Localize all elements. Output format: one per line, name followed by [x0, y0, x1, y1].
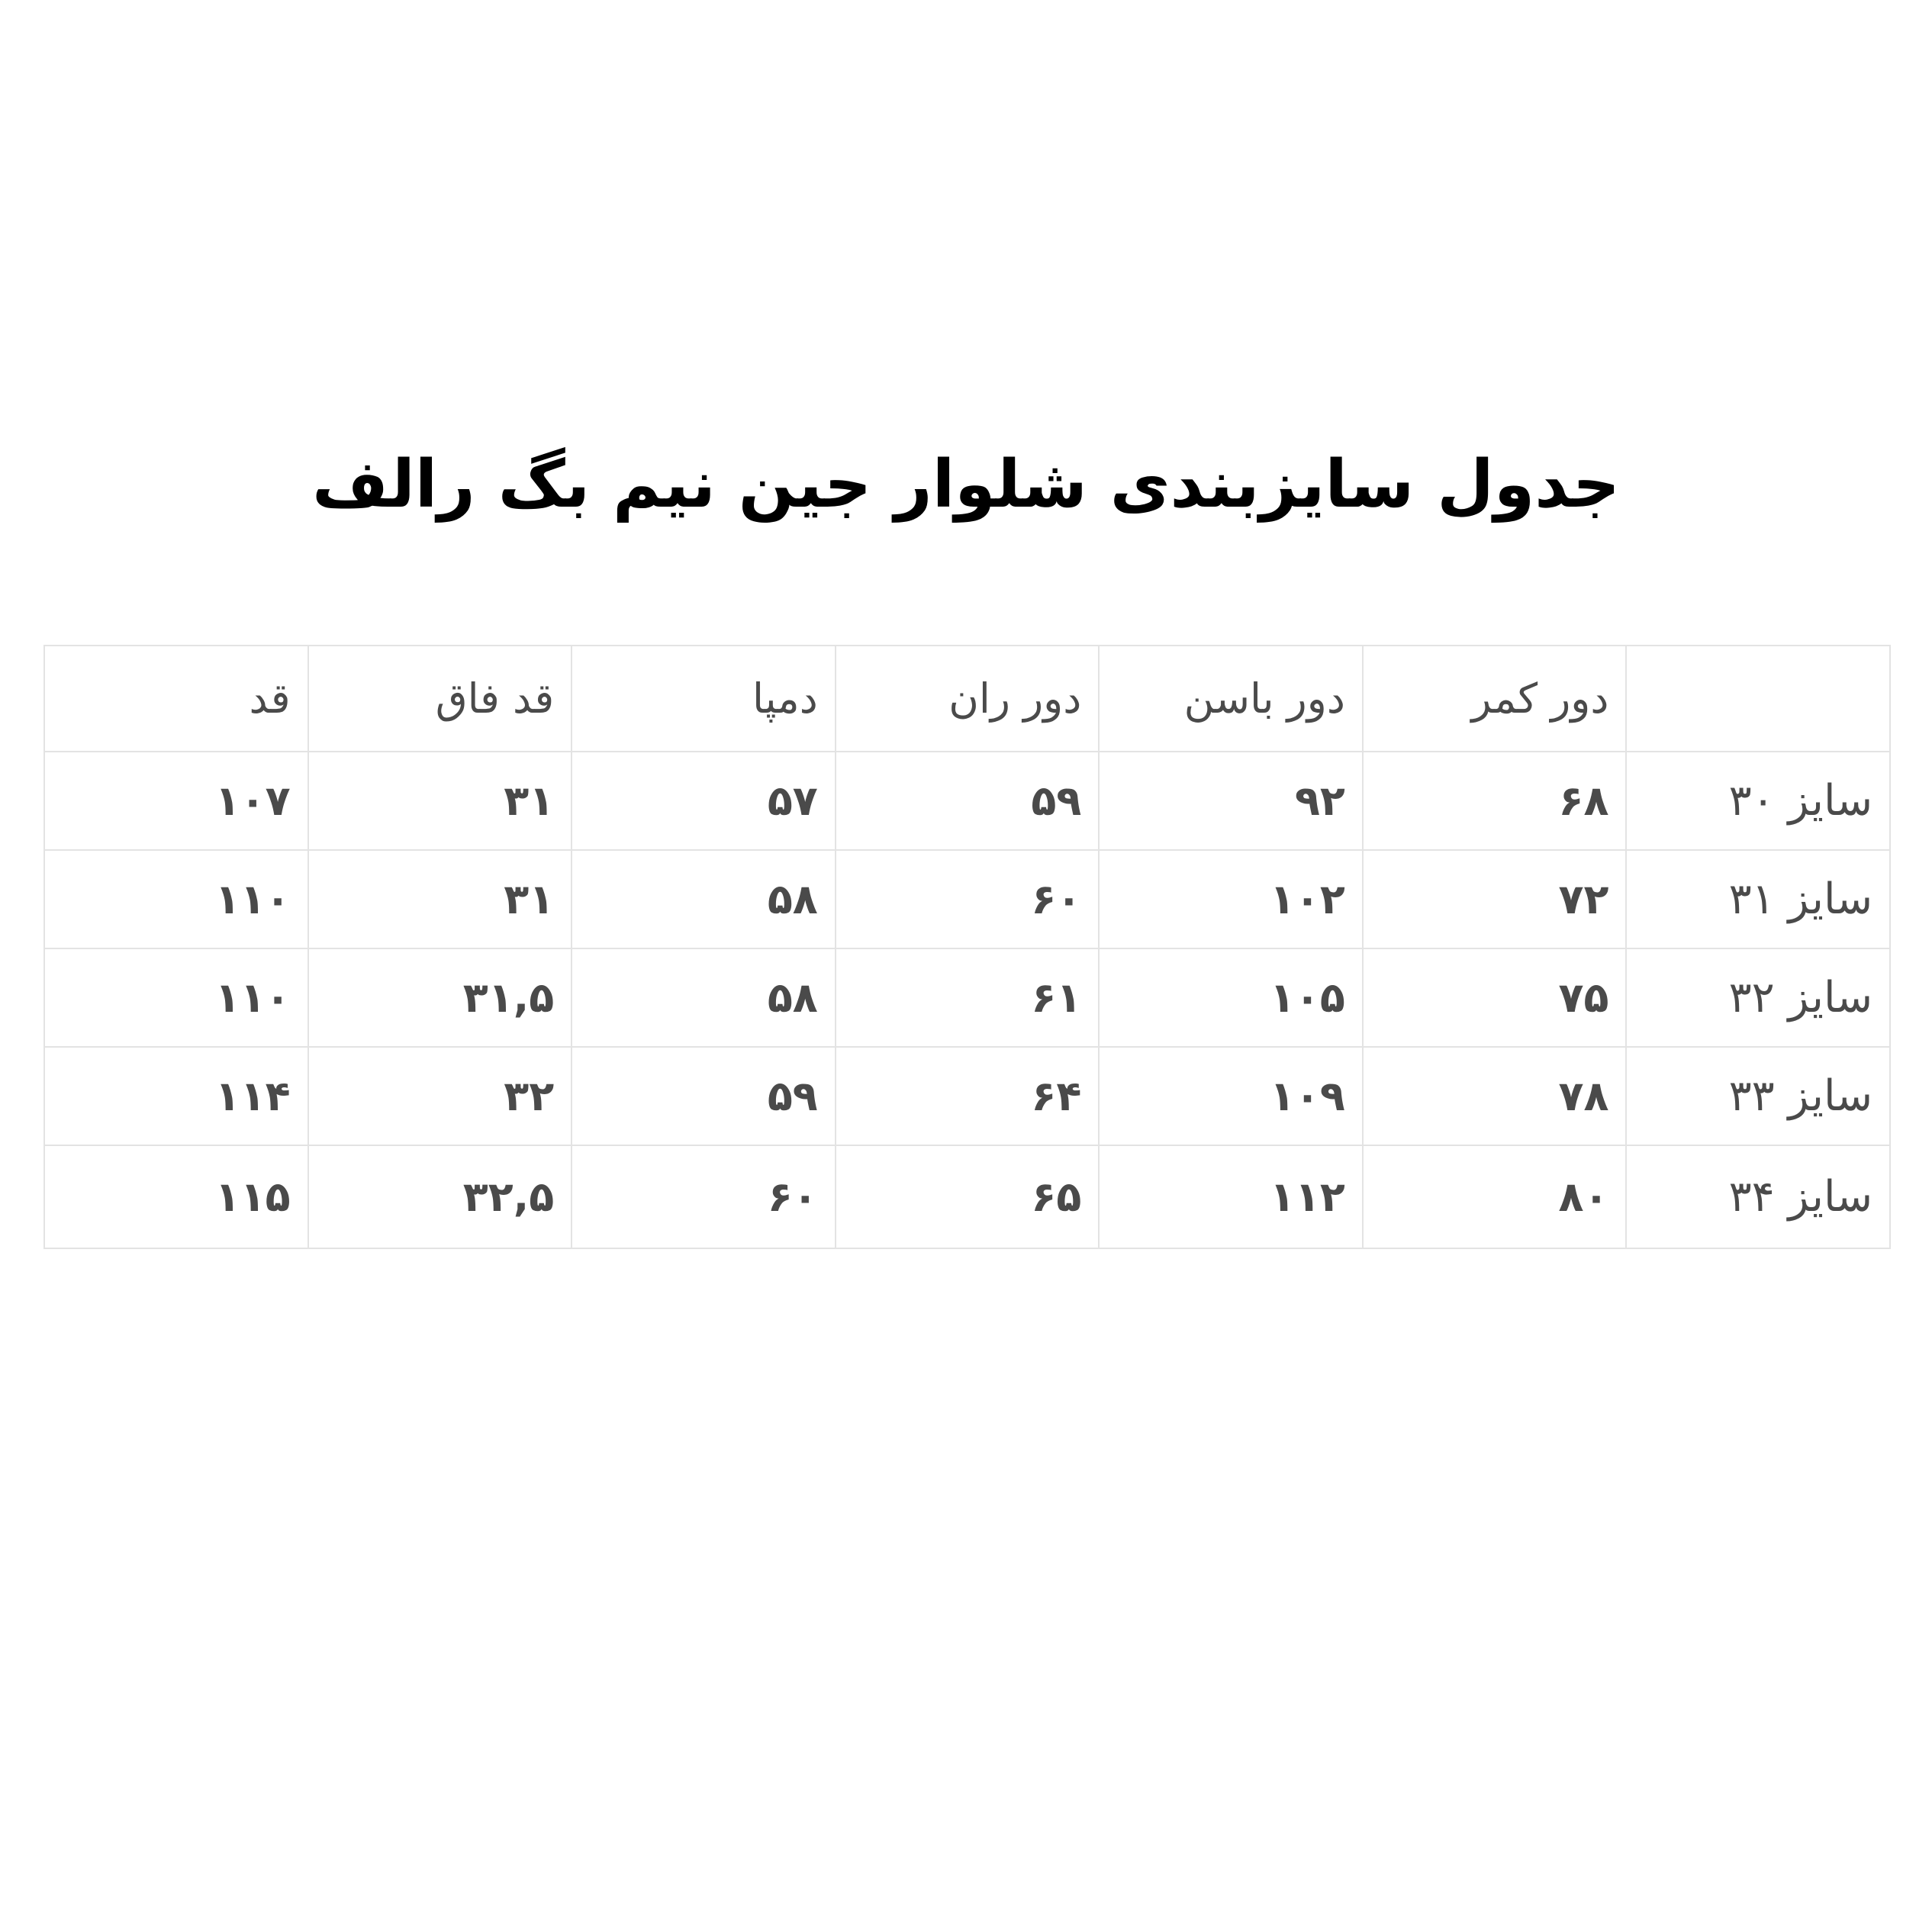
hem-value: ۵۷ [572, 752, 836, 850]
header-length: قد [44, 646, 308, 752]
waist-value: ۷۵ [1363, 948, 1627, 1047]
length-value: ۱۱۴ [44, 1047, 308, 1145]
size-label: سایز ۳۱ [1626, 850, 1890, 948]
size-label: سایز ۳۰ [1626, 752, 1890, 850]
thigh-value: ۶۰ [836, 850, 1100, 948]
rise-value: ۳۲,۵ [308, 1145, 572, 1248]
hip-value: ۹۲ [1099, 752, 1363, 850]
length-value: ۱۱۰ [44, 850, 308, 948]
hip-value: ۱۱۲ [1099, 1145, 1363, 1248]
header-hem: دمپا [572, 646, 836, 752]
thigh-value: ۶۱ [836, 948, 1100, 1047]
table-row [44, 850, 1890, 948]
rise-value: ۳۲ [308, 1047, 572, 1145]
waist-value: ۶۸ [1363, 752, 1627, 850]
rise-value: ۳۱ [308, 850, 572, 948]
size-chart-table [43, 645, 1891, 1249]
thigh-value: ۵۹ [836, 752, 1100, 850]
rise-value: ۳۱,۵ [308, 948, 572, 1047]
table-row [44, 752, 1890, 850]
hip-value: ۱۰۲ [1099, 850, 1363, 948]
hem-value: ۵۸ [572, 948, 836, 1047]
header-rise: قد فاق [308, 646, 572, 752]
waist-value: ۷۲ [1363, 850, 1627, 948]
header-thigh: دور ران [836, 646, 1100, 752]
length-value: ۱۱۵ [44, 1145, 308, 1248]
length-value: ۱۰۷ [44, 752, 308, 850]
hip-value: ۱۰۵ [1099, 948, 1363, 1047]
header-corner [1626, 646, 1890, 752]
waist-value: ۸۰ [1363, 1145, 1627, 1248]
table-row [44, 948, 1890, 1047]
size-label: سایز ۳۴ [1626, 1145, 1890, 1248]
table-header-row [44, 646, 1890, 752]
length-value: ۱۱۰ [44, 948, 308, 1047]
thigh-value: ۶۵ [836, 1145, 1100, 1248]
hem-value: ۶۰ [572, 1145, 836, 1248]
hip-value: ۱۰۹ [1099, 1047, 1363, 1145]
header-waist: دور کمر [1363, 646, 1627, 752]
table-row [44, 1047, 1890, 1145]
hem-value: ۵۸ [572, 850, 836, 948]
table-row [44, 1145, 1890, 1248]
rise-value: ۳۱ [308, 752, 572, 850]
header-hip: دور باسن [1099, 646, 1363, 752]
size-label: سایز ۳۲ [1626, 948, 1890, 1047]
size-label: سایز ۳۳ [1626, 1047, 1890, 1145]
page-title: جدول سایزبندی شلوار جین نیم بگ رالف [312, 446, 1620, 523]
hem-value: ۵۹ [572, 1047, 836, 1145]
thigh-value: ۶۴ [836, 1047, 1100, 1145]
waist-value: ۷۸ [1363, 1047, 1627, 1145]
